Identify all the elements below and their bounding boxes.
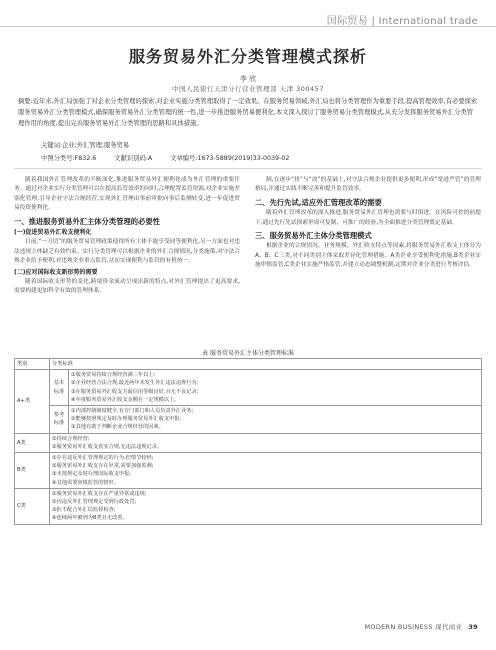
- category-cell: A+类: [15, 370, 50, 433]
- table-header-row: [15, 359, 482, 370]
- table-row: [15, 406, 482, 434]
- table-row: [15, 370, 482, 406]
- criteria-item: ①服务贸易持续合规经营满三年以上;: [71, 372, 156, 379]
- clc-number: 中图分类号:F832.6: [41, 155, 97, 162]
- criteria-item: ②服务贸易外汇收支存在异常,需要加强监测;: [52, 463, 154, 470]
- criteria-item: ①服务贸易外汇收支存在严重异常或违规;: [52, 490, 147, 497]
- section-heading-1: 一、推进服务贸易外汇主体分类管理的必要性: [14, 216, 160, 226]
- article-title: 服务贸易外汇分类管理模式探析: [128, 47, 367, 66]
- criteria-cell: [50, 433, 482, 452]
- middle-divider: [14, 168, 482, 169]
- criteria-item: ③拒不配合外汇局监督检查;: [52, 507, 116, 514]
- criteria-item: ③在服务贸易外汇收支方面信用等级良好,且无不良记录;: [71, 388, 199, 395]
- table-caption: 表 服务贸易外汇主体分类管理标准: [202, 350, 294, 357]
- classification-line: [41, 153, 289, 162]
- article-number: 文章编号:1673-5889(2019)33-0039-02: [170, 155, 290, 162]
- criteria-item: ④连续两年被列为B类且无改善。: [52, 515, 128, 522]
- author: 李 欣: [239, 75, 257, 83]
- paragraph-2: 随着国际收支形势的变化,跨境资金流动呈现出新的特点,对外汇管理提出了更高要求,需要构建更加科学有效的管理体系。: [14, 279, 240, 295]
- section-header: 国际贸易 | International trade: [326, 16, 478, 27]
- table-header-category: 类别: [15, 359, 50, 370]
- table-header-standard: 分类标准: [50, 359, 482, 370]
- page-number: 39: [468, 623, 478, 631]
- journal-name: MODERN BUSINESS 现代商业: [364, 623, 463, 631]
- category-cell: C类: [15, 488, 50, 524]
- criteria-item: ①持续合规经营;: [52, 435, 90, 442]
- paragraph-3: 随着外汇管理改革的深入推进,服务贸易外汇管理也需要与时俱进。在风险可控的前提下,通过先行先试探索形成可复制、可推广的经验,为全面推进分类管理奠定基础。: [255, 210, 481, 226]
- table-row: [15, 433, 482, 452]
- classification-standards-table: [14, 358, 482, 525]
- criteria-cell: [69, 370, 482, 406]
- criteria-item: ①内部控制制度健全,有专门部门和人员负责外汇业务;: [71, 408, 194, 415]
- criteria-cell: [69, 406, 482, 434]
- paragraph-4: 根据企业的合规情况、业务规模、外汇收支特点等因素,将服务贸易外汇收支主体分为A、B、C三类,对不同类别主体采取差异化管理措施。A类企业享受便利化措施,B类企业实施审慎监管,C类企业实施严格监管,并建立动态调整机制,定期对企业分类进行考核评估。: [255, 243, 481, 269]
- table-row: [15, 488, 482, 524]
- criteria-item: ③其他有助于判断企业合规经营的因素。: [71, 424, 164, 431]
- right-paragraph-1: 制,在逐步“扭”与“放”的基础上,对守法合规企业提供更多便利,形成“宽进严管”的管理格局,并通过实践不断完善和提升监管效率。: [255, 177, 481, 193]
- section-heading-3: 三、服务贸易外汇主体分类管理模式: [255, 231, 372, 241]
- paragraph-1: 目前,“一刀切”的服务贸易管理政策使得所有主体不能享受同等便利化,另一方面也对违法违规主体缺乏有效约束。实行分类管理可以根据企业的外汇合规情况,分类施策,对守法合规企业给予便利,对违规企业重点监管,从而实现便利与监管的有机统一。: [14, 239, 240, 265]
- criteria-item: ②服务贸易外汇收支真实合规,无违法违规记录。: [52, 443, 163, 450]
- subsection-heading-2: (二)应对国际收支新形势的需要: [14, 268, 98, 276]
- criteria-cell: [50, 488, 482, 524]
- criteria-item: ③未按规定及时办理国际收支申报;: [52, 471, 132, 478]
- intro-paragraph: 随着我国外汇管理改革的不断深化,推进服务贸易外汇便利化成为外汇管理的重要任务。通过对企业实行分类管理可以在提高监管效率的同时,合理配置监管资源,对企业实施差别化管理,引导企业守法合规经营,实现外汇管理由事前审批向事后监测转变,进一步促进贸易投资便利化。: [14, 177, 240, 212]
- top-divider: [0, 26, 496, 27]
- subcategory-cell: 参考标准: [50, 406, 69, 434]
- right-column: [255, 176, 481, 272]
- subcategory-cell: 基本标准: [50, 370, 69, 406]
- category-cell: A类: [15, 433, 50, 452]
- table-row: [15, 453, 482, 489]
- criteria-item: ②因违反外汇管理规定受到行政处罚;: [52, 499, 137, 506]
- document-code: 文献识别码:A: [114, 155, 153, 162]
- criteria-item: ②能够按照规定及时办理服务贸易外汇收支申报;: [71, 416, 182, 423]
- criteria-item: ④年度服务贸易外汇收支金额在一定规模以上。: [71, 396, 180, 403]
- criteria-cell: [50, 453, 482, 489]
- abstract: 摘要:近年来,外汇局加强了对企业分类管理的探索,对企业实施分类管理取得了一定效果。在服务贸易领域,外汇局也将分类管理作为重要手段,提高管理效率,有必要探索服务贸易外汇分类管理模式,确保服务贸易外汇分类管理的统一性,进一步推进服务贸易便利化,本文深入探讨了服务贸易分类管理模式,从充分发挥服务贸易外汇分类管理作用的角度,提出完善服务贸易外汇分类管理的思路和具体措施。: [18, 98, 478, 127]
- page-footer: [365, 622, 478, 631]
- section-heading-2: 二、先行先试,适应外汇管理改革的需要: [255, 197, 382, 207]
- criteria-item: ④其他需要审慎监管的情形。: [52, 479, 119, 486]
- left-column: [14, 176, 240, 298]
- keywords: 关键词:企业;外汇管理;服务贸易: [41, 142, 130, 149]
- subsection-heading-1: (一)促进贸易外汇收支便利化: [14, 229, 92, 237]
- criteria-item: ①存在违反外汇管理规定的行为,但情节较轻;: [52, 455, 154, 462]
- criteria-item: ②企业经营合法合规,最近两年未发生外汇违法违规行为;: [71, 380, 199, 387]
- affiliation: 中国人民银行天津分行营业管理部 天津 300457: [172, 85, 324, 93]
- category-cell: B类: [15, 453, 50, 489]
